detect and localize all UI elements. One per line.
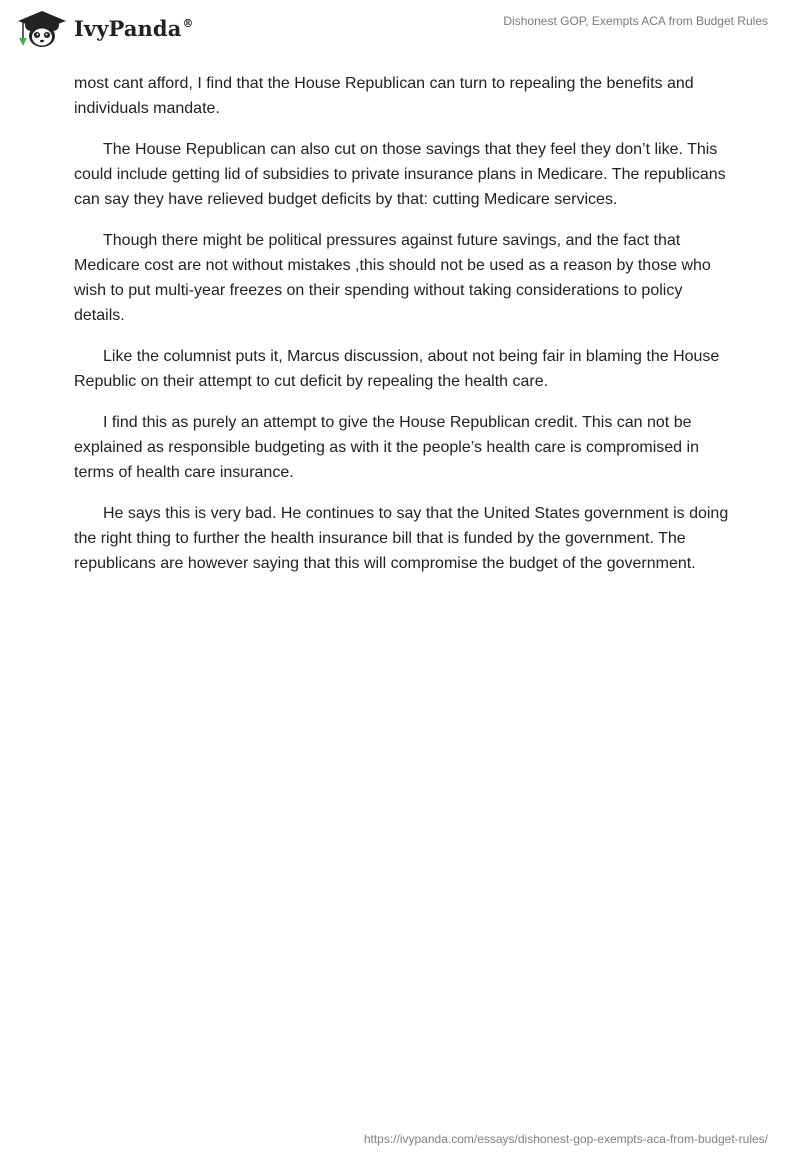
- ivypanda-logo[interactable]: [14, 8, 194, 48]
- paragraph: most cant afford, I find that the House Republican can turn to repealing the benefits and individuals mandate.: [74, 75, 694, 117]
- brand-name: IvyPanda®: [74, 15, 194, 41]
- page-header: [0, 0, 800, 70]
- paragraph: The House Republican can also cut on those savings that they feel they don’t like. This could include getting lid of subsidies to private insurance plans in Medicare. The republicans can say they have relieved budget deficits by that: cutting Medicare services.: [74, 141, 726, 208]
- paragraph: He says this is very bad. He continues to say that the United States government is doing the right thing to further the health insurance bill that is funded by the government. The republicans are however saying that this will compromise the budget of the government.: [74, 505, 729, 572]
- essay-body: [74, 71, 729, 592]
- source-url-link[interactable]: https://ivypanda.com/essays/dishonest-gop-exempts-aca-from-budget-rules/: [363, 1132, 768, 1146]
- paragraph: I find this as purely an attempt to give the House Republican credit. This can not be explained as responsible budgeting as with it the people’s health care is compromised in terms of health care insurance.: [74, 414, 699, 481]
- document-title: Dishonest GOP, Exempts ACA from Budget Rules: [503, 14, 768, 28]
- paragraph: Like the columnist puts it, Marcus discussion, about not being fair in blaming the House Republic on their attempt to cut deficit by repealing the health care.: [74, 348, 720, 390]
- panda-graduation-cap-icon: [14, 8, 68, 48]
- paragraph: Though there might be political pressures against future savings, and the fact that Medicare cost are not without mistakes ,this should not be used as a reason by those who wish to put multi-year freezes on their spending without taking considerations to policy details.: [74, 232, 711, 324]
